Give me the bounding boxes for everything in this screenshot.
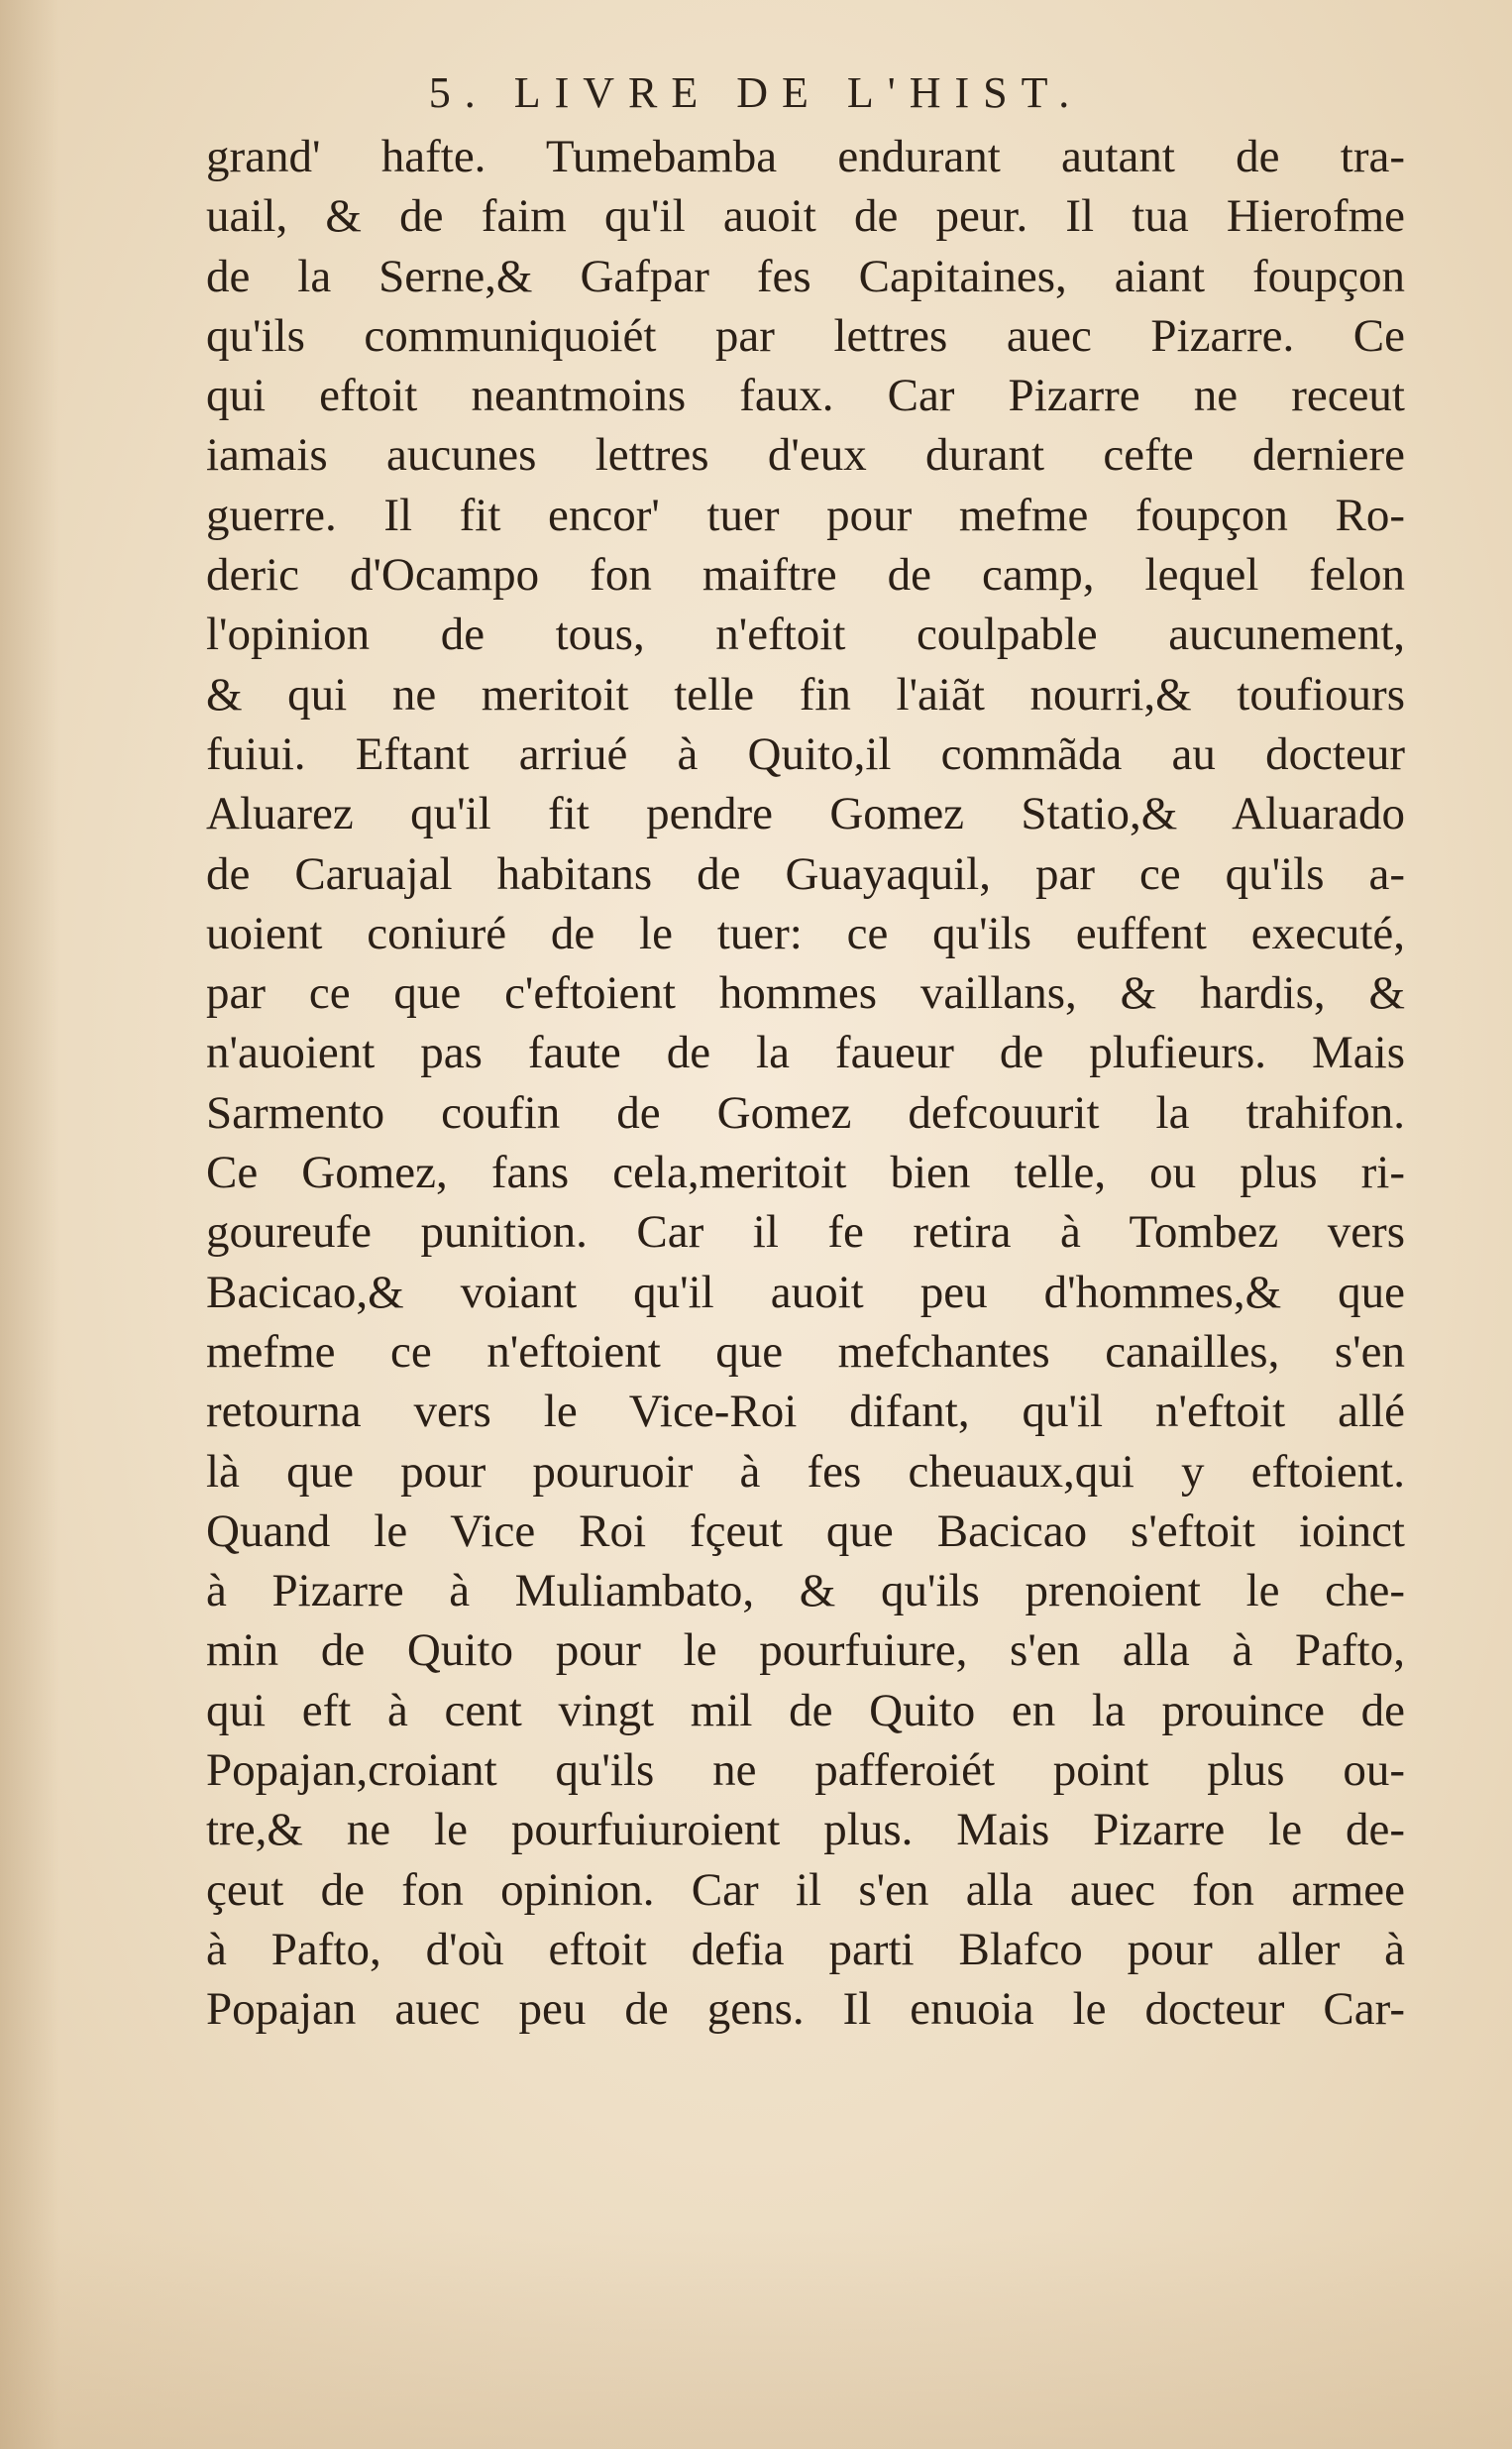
- text-line: fuiui. Eftant arriué à Quito,il commãda au docteur: [206, 727, 1405, 780]
- page-edge-shadow: [0, 0, 59, 2449]
- text-line: par ce que c'eftoient hommes vaillans, & hardis, &: [206, 967, 1405, 1020]
- text-line: l'opinion de tous, n'eftoit coulpable aucunement,: [206, 609, 1405, 661]
- text-line: de la Serne,& Gafpar fes Capitaines, aiant foupçon: [206, 250, 1405, 302]
- text-line: retourna vers le Vice-Roi difant, qu'il n'eftoit allé: [206, 1386, 1405, 1438]
- text-line: à Pizarre à Muliambato, & qu'ils prenoient le che-: [206, 1565, 1405, 1617]
- text-line: Ce Gomez, fans cela,meritoit bien telle, ou plus ri-: [206, 1147, 1405, 1199]
- text-line: uoient coniuré de le tuer: ce qu'ils euffent executé,: [206, 907, 1405, 959]
- text-line: qui eftoit neantmoins faux. Car Pizarre ne receut: [206, 370, 1405, 422]
- text-line: uail, & de faim qu'il auoit de peur. Il tua Hierofme: [206, 190, 1405, 243]
- text-line: là que pour pouruoir à fes cheuaux,qui y eftoient.: [206, 1445, 1405, 1498]
- text-line: de Caruajal habitans de Guayaquil, par ce qu'ils a-: [206, 847, 1405, 900]
- text-line: à Pafto, d'où eftoit defia parti Blafco pour aller à: [206, 1923, 1405, 1975]
- text-line: Bacicao,& voiant qu'il auoit peu d'hommes,& que: [206, 1266, 1405, 1318]
- text-line: Popajan auec peu de gens. Il enuoia le docteur Car-: [206, 1983, 1405, 2036]
- text-line: iamais aucunes lettres d'eux durant cefte derniere: [206, 429, 1405, 482]
- text-line: grand' hafte. Tumebamba endurant autant de tra-: [206, 131, 1405, 182]
- text-line: çeut de fon opinion. Car il s'en alla auec fon armee: [206, 1863, 1405, 1916]
- text-line: deric d'Ocampo fon maiftre de camp, lequel felon: [206, 549, 1405, 602]
- text-line: goureufe punition. Car il fe retira à Tombez vers: [206, 1206, 1405, 1259]
- page-bottom-shadow: [0, 2230, 1512, 2449]
- text-line: mefme ce n'eftoient que mefchantes canailles, s'en: [206, 1325, 1405, 1378]
- text-line: min de Quito pour le pourfuiure, s'en alla à Pafto,: [206, 1624, 1405, 1677]
- text-line: guerre. Il fit encor' tuer pour mefme foupçon Ro-: [206, 489, 1405, 541]
- text-line: Sarmento coufin de Gomez defcouurit la trahifon.: [206, 1086, 1405, 1139]
- text-line: n'auoient pas faute de la faueur de plufieurs. Mais: [206, 1027, 1405, 1079]
- text-line: Quand le Vice Roi fçeut que Bacicao s'eftoit ioinct: [206, 1504, 1405, 1557]
- text-line: qui eft à cent vingt mil de Quito en la prouince de: [206, 1684, 1405, 1736]
- text-line: Aluarez qu'il fit pendre Gomez Statio,& Aluarado: [206, 788, 1405, 840]
- text-line: & qui ne meritoit telle fin l'aiãt nourri,& toufiours: [206, 668, 1405, 721]
- text-line: qu'ils communiquoiét par lettres auec Pizarre. Ce: [206, 309, 1405, 362]
- text-line: Popajan,croiant qu'ils ne pafferoiét point plus ou-: [206, 1744, 1405, 1797]
- running-head: 5. LIVRE DE L'HIST.: [428, 68, 1084, 117]
- body-text: [206, 127, 1405, 2040]
- text-line: tre,& ne le pourfuiuroient plus. Mais Pizarre le de-: [206, 1804, 1405, 1856]
